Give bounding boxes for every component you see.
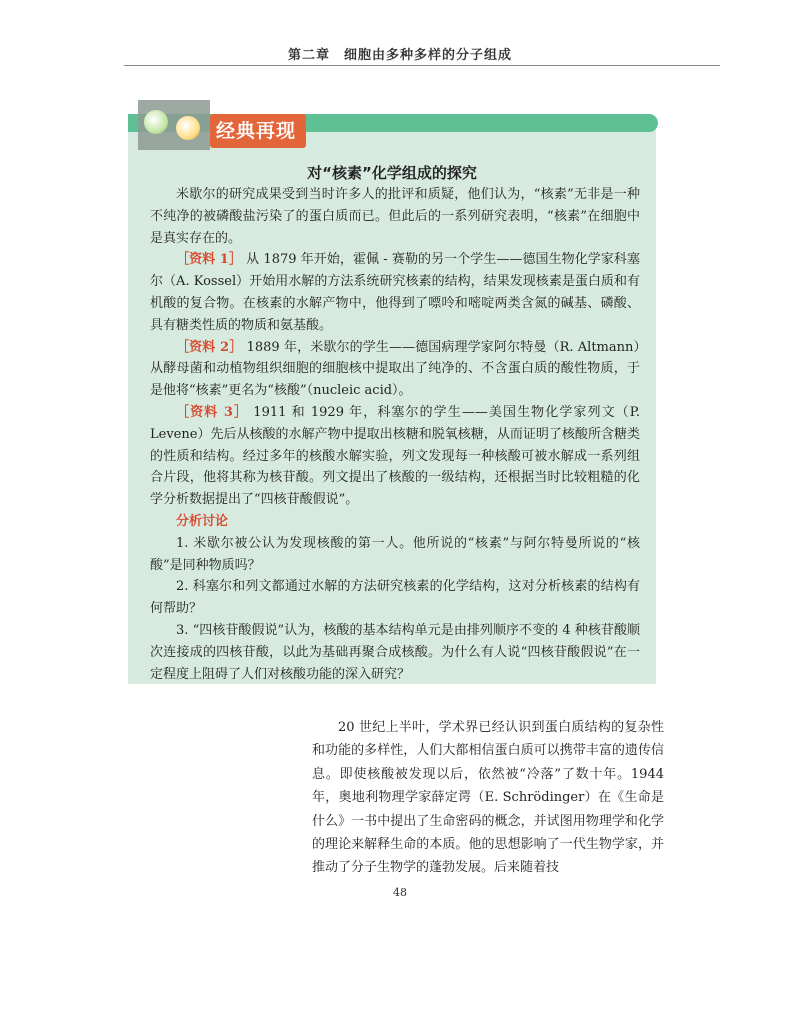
material-tag: ［资料 1］ [176, 252, 242, 268]
material-3 [150, 402, 640, 511]
material-text: 1911 和 1929 年，科塞尔的学生——美国生物化学家列文（P. Levene）先后从核酸的水解产物中提取出核糖和脱氧核糖，从而证明了核酸所含糖类的性质和结构。经过多年的核酸水解实验，列文发现每一种核酸可被水解成一系列组合片段，他将其称为核苷酸。列文提出了核酸的一级结构，还根据当时比较粗糙的化学分析数据提出了“四核苷酸假说”。 [150, 404, 640, 508]
question-2: 2. 科塞尔和列文都通过水解的方法研究核素的化学结构，这对分析核素的结构有何帮助？ [150, 579, 640, 617]
header-divider [124, 65, 720, 66]
main-body [312, 716, 664, 880]
banner-label: 经典再现 [210, 114, 306, 148]
box-body [150, 184, 640, 685]
main-paragraph: 20 世纪上半叶，学术界已经认识到蛋白质结构的复杂性和功能的多样性，人们大都相信蛋白质可以携带丰富的遗传信息。即使核酸被发现以后，依然被“冷落”了数十年。1944 年，奥地利物理学家薛定谔（E. Schrödinger）在《生命是什么》一书中提出了生命密码的概念，并试图用物理学和化学的理论来解释生命的本质。他的思想影响了一代生物学家，并推动了分子生物学的蓬勃发展。后来随着技 [312, 720, 664, 876]
question-3: 3. “四核苷酸假说”认为，核酸的基本结构单元是由排列顺序不变的 4 种核苷酸顺次连接成的四核苷酸，以此为基础再聚合成核酸。为什么有人说“四核苷酸假说”在一定程度上阻碍了人们对核酸功能的深入研究？ [150, 622, 640, 682]
material-tag: ［资料 3］ [176, 404, 249, 420]
question-1: 1. 米歇尔被公认为发现核酸的第一人。他所说的“核素”与阿尔特曼所说的“核酸”是同种物质吗？ [150, 535, 640, 573]
section-title: 对“核素”化学组成的探究 [307, 164, 477, 182]
intro-paragraph: 米歇尔的研究成果受到当时许多人的批评和质疑，他们认为，“核素”无非是一种不纯净的被磷酸盐污染了的蛋白质而已。但此后的一系列研究表明，“核素”在细胞中是真实存在的。 [150, 187, 640, 246]
lightbulb-icon [144, 110, 168, 134]
lightbulb-icon [176, 116, 200, 140]
discussion-title: 分析讨论 [176, 513, 229, 529]
material-1 [150, 249, 640, 336]
page-number: 48 [393, 886, 407, 899]
material-2 [150, 337, 640, 402]
material-text: 从 1879 年开始，霍佩 - 赛勒的另一个学生——德国生物化学家科塞尔（A. Kossel）开始用水解的方法系统研究核素的结构，结果发现核素是蛋白质和有机酸的复合物。在核素的水解产物中，他得到了嘌呤和嘧啶两类含氮的碱基、磷酸、具有糖类性质的物质和氨基酸。 [150, 252, 640, 333]
chapter-header: 第二章 细胞由多种多样的分子组成 [287, 48, 512, 63]
material-text: 1889 年，米歇尔的学生——德国病理学家阿尔特曼（R. Altmann）从酵母菌和动植物组织细胞的细胞核中提取出了纯净的、不含蛋白质的酸性物质，于是他将“核素”更名为“核酸”（nucleic acid）。 [150, 339, 640, 399]
material-tag: ［资料 2］ [176, 339, 243, 355]
